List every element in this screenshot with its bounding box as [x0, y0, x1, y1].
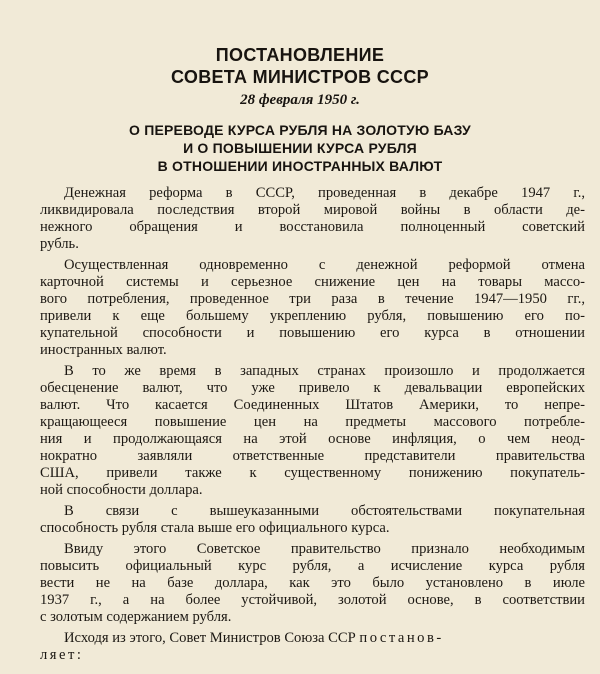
body-text-line: Денежная реформа в СССР, проведенная в декабре 1947 г.,: [64, 185, 585, 201]
body-text-line: В то же время в западных странах произошло и продолжается: [64, 363, 585, 379]
document-title-line2: СОВЕТА МИНИСТРОВ СССР: [171, 67, 429, 87]
body-text-line: карточной системы и серьезное снижение цен на товары массо-: [40, 274, 585, 290]
emphasized-word: постанов-: [359, 630, 444, 646]
body-text-line: ликвидировала последствия второй мировой войны в области де-: [40, 202, 585, 218]
body-text-line: В связи с вышеуказанными обстоятельствами покупательная: [64, 503, 585, 519]
document-date: 28 февраля 1950 г.: [240, 92, 360, 108]
body-text-line: привели к еще большему укреплению рубля, повышению его по-: [40, 308, 585, 324]
body-text-line: способность рубля стала выше его официального курса.: [40, 520, 390, 536]
body-text-line: Осуществленная одновременно с денежной реформой отмена: [64, 257, 585, 273]
body-text-line: ния и продолжающаяся на этой основе инфляция, о чем неод-: [40, 431, 585, 447]
subject-heading-line3: В ОТНОШЕНИИ ИНОСТРАННЫХ ВАЛЮТ: [157, 158, 443, 174]
document-title-line1: ПОСТАНОВЛЕНИЕ: [215, 45, 385, 65]
body-text-line: кращающееся повышение цен на предметы массового потребле-: [40, 414, 585, 430]
body-text-line: с золотым содержанием рубля.: [40, 609, 232, 625]
body-text-line: иностранных валют.: [40, 342, 167, 358]
body-text-line: вого потребления, проведенное три раза в течение 1947—1950 гг.,: [40, 291, 585, 307]
body-text-line: обесценение валют, что уже привело к девальвации европейских: [40, 380, 585, 396]
body-text-line: нократно заявляли ответственные представители правительства: [40, 448, 585, 464]
body-text-line: 1937 г., а на более устойчивой, золотой основе, в соответствии: [40, 592, 585, 608]
body-text-line: нежного обращения и восстановила полноценный советский: [40, 219, 585, 235]
body-text-line: валют. Что касается Соединенных Штатов Америки, то непре-: [40, 397, 585, 413]
subject-heading-line1: О ПЕРЕВОДЕ КУРСА РУБЛЯ НА ЗОЛОТУЮ БАЗУ: [129, 122, 471, 138]
body-text-fragment: Исходя из этого, Совет Министров Союза ССР: [64, 630, 356, 646]
body-text-line: ляет:: [40, 647, 84, 663]
body-text-line: ной способности доллара.: [40, 482, 203, 498]
body-text-line: повысить официальный курс рубля, а исчисление курса рубля: [40, 558, 585, 574]
body-text-line: купательной способности и повышению его курса в отношении: [40, 325, 585, 341]
body-text-line: рубль.: [40, 236, 79, 252]
body-text-line: вести не на базе доллара, как это было установлено в июле: [40, 575, 585, 591]
body-text-line: [64, 630, 585, 647]
body-text-line: Ввиду этого Советское правительство признало необходимым: [64, 541, 585, 557]
subject-heading-line2: И О ПОВЫШЕНИИ КУРСА РУБЛЯ: [183, 140, 417, 156]
body-text-line: США, привели также к существенному понижению покупатель-: [40, 465, 585, 481]
